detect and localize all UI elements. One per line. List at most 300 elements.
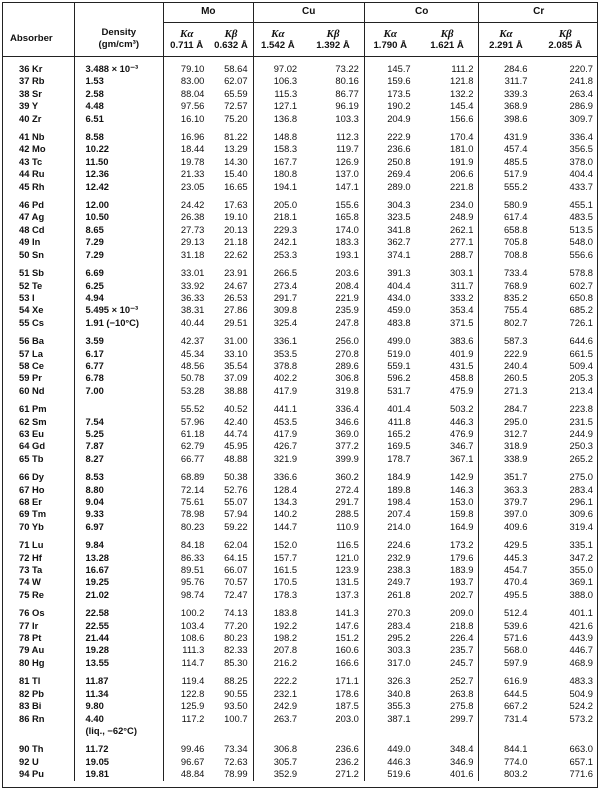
value-cell: 209.0 xyxy=(416,601,479,619)
value-cell: 229.3 xyxy=(273,223,298,235)
density-cell: 13.55 xyxy=(74,657,164,669)
value-cell: 340.8 xyxy=(387,687,411,699)
value-cell: 232.1 xyxy=(273,687,298,699)
absorber-cell: 43 Tc xyxy=(2,156,74,168)
value-cell: 326.3 xyxy=(387,675,411,687)
value-cell: 509.4 xyxy=(569,359,593,371)
value-cell: 573.2 xyxy=(569,712,593,724)
value-cell: 48.56 xyxy=(180,359,205,371)
density-cell: 19.25 xyxy=(74,576,164,588)
value-cell: 346.6 xyxy=(302,416,364,428)
value-cell: 62.04 xyxy=(209,533,253,551)
density-cell: 19.81 xyxy=(74,768,164,780)
value-cell: 57.94 xyxy=(209,508,253,520)
value-cell: 203.0 xyxy=(302,713,364,725)
table-row xyxy=(2,465,598,483)
value-cell: 411.8 xyxy=(387,415,411,427)
absorber-cell: 56 Ba xyxy=(2,329,74,347)
value-cell: 148.8 xyxy=(273,131,298,143)
value-cell: 226.4 xyxy=(416,632,479,644)
value-cell: 29.51 xyxy=(209,317,253,329)
value-cell: 483.5 xyxy=(569,211,593,223)
value-cell: 77.20 xyxy=(209,620,253,632)
value-cell xyxy=(416,725,479,737)
table-row xyxy=(2,385,598,397)
value-cell: 29.13 xyxy=(180,236,205,248)
value-cell: 127.1 xyxy=(273,100,298,112)
density-cell: 11.87 xyxy=(74,669,164,687)
value-cell: 374.1 xyxy=(387,248,411,260)
value-cell: 667.2 xyxy=(503,700,528,712)
value-cell: 58.64 xyxy=(209,57,253,76)
value-cell: 85.30 xyxy=(209,657,253,669)
value-cell: 73.22 xyxy=(302,57,364,76)
table-row xyxy=(2,453,598,465)
value-cell: 145.7 xyxy=(387,63,411,74)
header-line-wavelength: 2.085 Å xyxy=(548,39,583,51)
value-cell: 803.2 xyxy=(503,768,528,780)
value-cell: 371.5 xyxy=(416,317,479,329)
value-cell: 519.6 xyxy=(387,768,411,780)
density-cell: 9.33 xyxy=(74,508,164,520)
value-cell: 116.5 xyxy=(302,533,364,551)
value-cell: 336.6 xyxy=(273,471,298,483)
value-cell: 66.07 xyxy=(209,564,253,576)
table-row xyxy=(2,700,598,712)
value-cell: 417.9 xyxy=(273,427,298,439)
density-cell: 13.28 xyxy=(74,552,164,564)
value-cell: 391.3 xyxy=(387,267,411,279)
value-cell: 13.29 xyxy=(209,143,253,155)
value-cell: 401.6 xyxy=(416,768,479,780)
value-cell: 309.6 xyxy=(569,508,593,520)
value-cell: 184.9 xyxy=(387,471,411,483)
value-cell: 355.3 xyxy=(387,700,411,712)
value-cell: 348.4 xyxy=(416,737,479,755)
density-cell: 4.94 xyxy=(74,292,164,304)
table-row xyxy=(2,725,598,737)
value-cell: 95.76 xyxy=(180,576,205,588)
value-cell: 112.3 xyxy=(302,125,364,143)
value-cell: 193.1 xyxy=(302,249,364,261)
value-cell: 194.1 xyxy=(273,180,298,192)
density-cell: 10.22 xyxy=(74,143,164,155)
value-cell: 203.6 xyxy=(302,261,364,279)
absorber-cell: 37 Rb xyxy=(2,75,74,87)
table-row xyxy=(2,620,598,632)
value-cell: 269.4 xyxy=(387,168,411,180)
density-cell: 7.29 xyxy=(74,249,164,261)
value-cell: 288.5 xyxy=(302,508,364,520)
value-cell: 23.05 xyxy=(180,180,205,192)
table-row xyxy=(2,484,598,496)
table-row xyxy=(2,440,598,452)
value-cell: 27.86 xyxy=(209,304,253,316)
table-row xyxy=(2,533,598,551)
value-cell: 286.9 xyxy=(569,100,593,112)
value-cell: 325.4 xyxy=(273,316,298,328)
density-cell: 11.72 xyxy=(74,737,164,755)
value-cell: 136.8 xyxy=(273,112,298,124)
value-cell: 132.2 xyxy=(416,88,479,100)
value-cell: 398.6 xyxy=(503,112,528,124)
absorber-cell: 53 I xyxy=(2,292,74,304)
absorber-cell: 44 Ru xyxy=(2,168,74,180)
absorber-cell: 92 U xyxy=(2,756,74,768)
table-row xyxy=(2,57,598,76)
value-cell: 232.9 xyxy=(387,551,411,563)
value-cell: 14.30 xyxy=(209,156,253,168)
value-cell: 187.5 xyxy=(302,700,364,712)
value-cell: 38.88 xyxy=(209,385,253,397)
value-cell: 291.7 xyxy=(273,291,298,303)
value-cell: 774.0 xyxy=(503,755,528,767)
absorber-cell xyxy=(2,725,74,737)
value-cell: 169.5 xyxy=(387,440,411,452)
header-target-co: Co xyxy=(364,2,479,23)
header-target-mo: Mo xyxy=(164,2,254,23)
density-cell: (liq., −62°C) xyxy=(74,725,164,737)
value-cell: 59.22 xyxy=(209,521,253,533)
value-cell: 249.7 xyxy=(387,576,411,588)
value-cell: 146.3 xyxy=(416,484,479,496)
value-cell: 378.0 xyxy=(569,155,593,167)
value-cell: 121.0 xyxy=(302,552,364,564)
value-cell: 421.6 xyxy=(569,619,593,631)
density-cell: 3.488 × 10⁻³ xyxy=(74,57,164,76)
value-cell: 38.31 xyxy=(180,304,205,316)
value-cell: 159.8 xyxy=(416,508,479,520)
table-row xyxy=(2,88,598,100)
table-row xyxy=(2,564,598,576)
value-cell: 31.00 xyxy=(209,329,253,347)
value-cell: 189.8 xyxy=(387,483,411,495)
value-cell: 110.9 xyxy=(302,521,364,533)
value-cell: 50.38 xyxy=(209,465,253,483)
absorber-cell: 67 Ho xyxy=(2,484,74,496)
value-cell: 296.1 xyxy=(569,496,593,507)
value-cell: 355.0 xyxy=(569,564,593,576)
value-cell: 483.8 xyxy=(387,316,411,328)
header-line-wavelength: 0.711 Å xyxy=(170,39,204,51)
value-cell: 311.7 xyxy=(504,75,528,87)
value-cell: 238.3 xyxy=(387,564,411,576)
value-cell: 141.3 xyxy=(302,601,364,619)
value-cell: 426.7 xyxy=(273,440,298,452)
density-cell: 2.58 xyxy=(74,88,164,100)
header-line-6 xyxy=(416,23,479,57)
value-cell: 336.4 xyxy=(302,397,364,415)
value-cell: 240.4 xyxy=(503,359,528,371)
density-cell: 12.42 xyxy=(74,181,164,193)
absorber-cell: 94 Pu xyxy=(2,768,74,780)
table-row xyxy=(2,768,598,780)
value-cell: 295.2 xyxy=(387,632,411,644)
value-cell: 218.1 xyxy=(273,211,298,223)
value-cell: 284.6 xyxy=(503,63,528,74)
value-cell: 299.7 xyxy=(416,713,479,725)
value-cell: 524.2 xyxy=(569,700,593,712)
value-cell: 333.2 xyxy=(416,292,479,304)
value-cell: 16.65 xyxy=(209,181,253,193)
value-cell: 399.9 xyxy=(302,453,364,465)
value-cell: 475.9 xyxy=(416,385,479,397)
header-density-spacer xyxy=(74,2,164,23)
absorber-cell: 81 Tl xyxy=(2,669,74,687)
table-row xyxy=(2,644,598,656)
value-cell: 262.1 xyxy=(416,224,479,236)
absorber-cell: 39 Y xyxy=(2,100,74,112)
value-cell: 79.10 xyxy=(180,63,205,74)
value-cell xyxy=(364,725,415,737)
value-cell: 708.8 xyxy=(503,248,528,260)
value-cell: 401.1 xyxy=(569,607,593,619)
table-row xyxy=(2,521,598,533)
value-cell: 42.40 xyxy=(209,416,253,428)
absorber-cell: 66 Dy xyxy=(2,465,74,483)
value-cell xyxy=(209,725,253,737)
value-cell: 317.0 xyxy=(387,656,411,668)
density-cell: 9.04 xyxy=(74,496,164,508)
header-row-targets xyxy=(2,2,598,23)
absorber-cell: 69 Tm xyxy=(2,508,74,520)
value-cell: 397.0 xyxy=(503,508,528,520)
density-cell: 7.87 xyxy=(74,440,164,452)
value-cell: 379.7 xyxy=(503,496,528,507)
value-cell: 115.3 xyxy=(274,87,298,99)
value-cell: 84.18 xyxy=(180,539,205,551)
header-line-wavelength: 1.392 Å xyxy=(316,39,350,51)
value-cell: 198.2 xyxy=(273,632,298,644)
value-cell: 457.4 xyxy=(503,143,528,155)
value-cell: 539.6 xyxy=(503,619,528,631)
value-cell: 504.9 xyxy=(569,687,593,699)
table-row xyxy=(2,193,598,211)
value-cell: 755.4 xyxy=(503,304,528,316)
table-row xyxy=(2,168,598,180)
value-cell: 559.1 xyxy=(387,359,411,371)
mass-absorption-table xyxy=(2,2,598,781)
table-row xyxy=(2,428,598,440)
table-row xyxy=(2,304,598,316)
value-cell: 35.54 xyxy=(209,360,253,372)
value-cell: 513.5 xyxy=(569,223,593,235)
value-cell: 485.5 xyxy=(503,155,528,167)
value-cell: 580.9 xyxy=(503,199,528,211)
value-cell: 106.3 xyxy=(273,75,298,87)
value-cell: 119.7 xyxy=(302,143,364,155)
value-cell: 204.9 xyxy=(387,112,411,124)
value-cell: 445.3 xyxy=(503,551,528,563)
value-cell: 157.7 xyxy=(273,551,298,563)
table-row xyxy=(2,224,598,236)
absorber-cell: 86 Rn xyxy=(2,713,74,725)
value-cell: 235.9 xyxy=(302,304,364,316)
table-row xyxy=(2,601,598,619)
value-cell: 18.44 xyxy=(180,143,205,155)
density-cell: 19.28 xyxy=(74,644,164,656)
value-cell: 306.8 xyxy=(302,372,364,384)
value-cell: 75.20 xyxy=(209,113,253,125)
absorber-cell: 57 La xyxy=(2,348,74,360)
value-cell: 236.6 xyxy=(302,737,364,755)
value-cell: 571.6 xyxy=(503,632,528,644)
value-cell: 181.0 xyxy=(416,143,479,155)
value-cell: 193.7 xyxy=(416,576,479,588)
value-cell: 644.6 xyxy=(569,335,593,347)
value-cell: 685.2 xyxy=(569,304,593,316)
header-line-wavelength: 1.542 Å xyxy=(261,39,295,51)
value-cell: 250.3 xyxy=(569,440,593,452)
value-cell: 20.13 xyxy=(209,224,253,236)
density-cell: 8.53 xyxy=(74,465,164,483)
value-cell: 360.2 xyxy=(302,465,364,483)
value-cell: 62.07 xyxy=(209,75,253,87)
value-cell: 449.0 xyxy=(387,743,411,755)
value-cell: 103.3 xyxy=(302,113,364,125)
value-cell: 234.0 xyxy=(416,193,479,211)
value-cell: 555.2 xyxy=(503,180,528,192)
header-line-3 xyxy=(253,23,302,57)
value-cell: 159.6 xyxy=(387,75,411,87)
value-cell: 55.52 xyxy=(180,403,205,415)
value-cell: 72.14 xyxy=(180,483,205,495)
value-cell: 93.50 xyxy=(209,700,253,712)
value-cell: 81.22 xyxy=(209,125,253,143)
value-cell: 597.9 xyxy=(503,656,528,668)
value-cell: 96.67 xyxy=(180,755,205,767)
density-cell: 4.48 xyxy=(74,100,164,112)
value-cell: 72.63 xyxy=(209,756,253,768)
value-cell: 111.3 xyxy=(182,644,205,656)
value-cell: 363.3 xyxy=(503,483,528,495)
value-cell: 164.9 xyxy=(416,521,479,533)
value-cell: 86.77 xyxy=(302,88,364,100)
absorber-cell: 79 Au xyxy=(2,644,74,656)
density-cell: 12.36 xyxy=(74,168,164,180)
value-cell: 339.3 xyxy=(503,87,528,99)
value-cell: 223.8 xyxy=(569,403,593,415)
value-cell: 644.5 xyxy=(503,687,528,699)
value-cell: 454.7 xyxy=(503,564,528,576)
value-cell: 402.2 xyxy=(273,372,298,384)
value-cell: 369.0 xyxy=(302,428,364,440)
value-cell: 431.5 xyxy=(416,360,479,372)
value-cell: 174.0 xyxy=(302,224,364,236)
value-cell: 33.92 xyxy=(180,279,205,291)
value-cell: 131.5 xyxy=(302,576,364,588)
value-cell: 144.7 xyxy=(273,520,298,532)
value-cell: 86.33 xyxy=(180,551,205,563)
value-cell: 70.57 xyxy=(209,576,253,588)
value-cell: 222.2 xyxy=(273,675,298,687)
value-cell: 207.8 xyxy=(273,644,298,656)
table-row xyxy=(2,75,598,87)
density-cell: 11.50 xyxy=(74,156,164,168)
density-cell: 8.58 xyxy=(74,125,164,143)
value-cell: 19.10 xyxy=(209,211,253,223)
density-cell: 3.59 xyxy=(74,329,164,347)
table-row xyxy=(2,181,598,193)
value-cell: 179.6 xyxy=(416,552,479,564)
value-cell: 244.9 xyxy=(569,427,593,439)
value-cell: 178.7 xyxy=(387,452,411,464)
header-line-symbol: Kα xyxy=(179,27,194,40)
value-cell: 548.0 xyxy=(569,236,593,248)
density-cell: 16.67 xyxy=(74,564,164,576)
density-cell: 11.34 xyxy=(74,688,164,700)
absorber-cell: 80 Hg xyxy=(2,657,74,669)
absorber-cell: 73 Ta xyxy=(2,564,74,576)
value-cell: 347.2 xyxy=(569,551,593,563)
value-cell: 468.9 xyxy=(569,656,593,668)
value-cell: 208.4 xyxy=(302,280,364,292)
header-line-2 xyxy=(209,23,253,57)
value-cell: 733.4 xyxy=(503,267,528,279)
table-row xyxy=(2,261,598,279)
value-cell: 253.3 xyxy=(273,248,298,260)
density-cell: 6.17 xyxy=(74,348,164,360)
value-cell: 291.7 xyxy=(302,496,364,508)
value-cell: 289.6 xyxy=(302,360,364,372)
value-cell: 26.53 xyxy=(209,292,253,304)
value-cell: 289.0 xyxy=(387,180,411,192)
value-cell: 221.8 xyxy=(416,181,479,193)
value-cell: 311.7 xyxy=(416,280,479,292)
value-cell xyxy=(164,725,210,737)
table-row xyxy=(2,317,598,329)
value-cell: 663.0 xyxy=(569,743,593,755)
value-cell: 242.9 xyxy=(273,700,298,712)
value-cell: 271.3 xyxy=(503,384,528,396)
value-cell: 156.6 xyxy=(416,113,479,125)
absorber-cell: 41 Nb xyxy=(2,125,74,143)
value-cell: 155.6 xyxy=(302,193,364,211)
value-cell: 98.74 xyxy=(180,588,205,600)
table-row xyxy=(2,348,598,360)
value-cell: 173.5 xyxy=(387,87,411,99)
table-row xyxy=(2,113,598,125)
density-cell: 8.27 xyxy=(74,453,164,465)
value-cell: 404.4 xyxy=(569,168,593,180)
value-cell: 62.79 xyxy=(180,440,205,452)
value-cell: 224.6 xyxy=(387,539,411,551)
value-cell: 21.18 xyxy=(209,236,253,248)
value-cell: 183.8 xyxy=(273,607,298,619)
absorber-cell: 36 Kr xyxy=(2,57,74,76)
value-cell: 207.4 xyxy=(387,508,411,520)
value-cell: 387.1 xyxy=(387,712,411,724)
value-cell: 446.3 xyxy=(387,755,411,767)
value-cell: 66.77 xyxy=(180,452,205,464)
value-cell: 252.7 xyxy=(416,669,479,687)
absorber-cell: 74 W xyxy=(2,576,74,588)
density-cell: 6.51 xyxy=(74,113,164,125)
value-cell: 222.9 xyxy=(387,131,411,143)
value-cell: 236.6 xyxy=(387,143,411,155)
value-cell: 235.7 xyxy=(416,644,479,656)
table-row xyxy=(2,688,598,700)
value-cell: 205.3 xyxy=(569,372,593,384)
value-cell: 368.9 xyxy=(503,100,528,112)
value-cell: 661.5 xyxy=(569,347,593,359)
table-row xyxy=(2,143,598,155)
value-cell: 443.9 xyxy=(569,632,593,644)
value-cell: 97.02 xyxy=(273,63,298,74)
value-cell: 206.6 xyxy=(416,168,479,180)
absorber-cell: 61 Pm xyxy=(2,397,74,415)
density-cell: 22.55 xyxy=(74,620,164,632)
